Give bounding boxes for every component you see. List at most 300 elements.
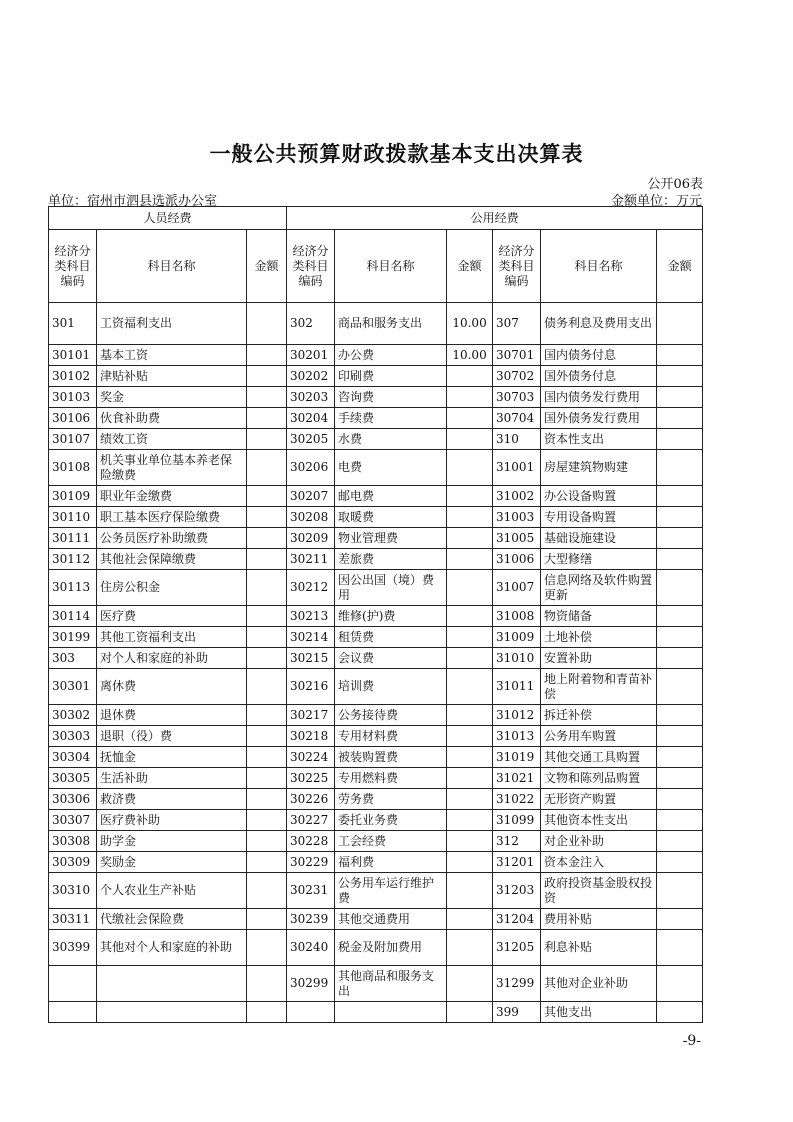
cell-code: 31011	[493, 669, 541, 705]
cell-amount	[247, 528, 287, 549]
cell-name: 职工基本医疗保险缴费	[97, 507, 247, 528]
table-row	[49, 627, 703, 648]
cell-code: 30106	[49, 408, 97, 429]
cell-code: 30199	[49, 627, 97, 648]
cell-name: 培训费	[335, 669, 447, 705]
cell-code: 30308	[49, 831, 97, 852]
cell-amount	[657, 789, 703, 810]
cell-name: 其他资本性支出	[541, 810, 657, 831]
cell-name: 土地补偿	[541, 627, 657, 648]
cell-amount	[247, 429, 287, 450]
cell-code: 399	[493, 1002, 541, 1023]
group-header-row	[49, 207, 703, 230]
table-row	[49, 747, 703, 768]
cell-name: 国内债务发行费用	[541, 387, 657, 408]
cell-code: 31205	[493, 930, 541, 966]
cell-amount	[657, 648, 703, 669]
cell-code: 31201	[493, 852, 541, 873]
cell-code: 30209	[287, 528, 335, 549]
cell-code: 310	[493, 429, 541, 450]
cell-name: 救济费	[97, 789, 247, 810]
column-header-name: 科目名称	[541, 230, 657, 303]
cell-amount	[447, 747, 493, 768]
table-row	[49, 648, 703, 669]
table-row	[49, 507, 703, 528]
cell-name: 其他工资福利支出	[97, 627, 247, 648]
cell-name: 医疗费	[97, 606, 247, 627]
cell-code: 303	[49, 648, 97, 669]
cell-amount	[247, 486, 287, 507]
cell-name: 基本工资	[97, 345, 247, 366]
cell-name: 退休费	[97, 705, 247, 726]
cell-name: 邮电费	[335, 486, 447, 507]
cell-code: 30216	[287, 669, 335, 705]
cell-name: 住房公积金	[97, 570, 247, 606]
cell-name: 商品和服务支出	[335, 303, 447, 345]
table-row	[49, 303, 703, 345]
cell-name: 取暖费	[335, 507, 447, 528]
cell-name: 因公出国（境）费用	[335, 570, 447, 606]
cell-amount	[657, 345, 703, 366]
cell-code: 30307	[49, 810, 97, 831]
cell-amount	[657, 768, 703, 789]
cell-code: 30107	[49, 429, 97, 450]
cell-amount	[447, 789, 493, 810]
table-row	[49, 528, 703, 549]
cell-name	[97, 966, 247, 1002]
cell-name: 安置补助	[541, 648, 657, 669]
cell-name: 政府投资基金股权投资	[541, 873, 657, 909]
cell-name: 其他商品和服务支出	[335, 966, 447, 1002]
cell-amount	[247, 831, 287, 852]
cell-name: 津贴补贴	[97, 366, 247, 387]
cell-name: 信息网络及软件购置更新	[541, 570, 657, 606]
cell-code: 31019	[493, 747, 541, 768]
cell-code: 30701	[493, 345, 541, 366]
cell-code: 30112	[49, 549, 97, 570]
cell-name: 地上附着物和青苗补偿	[541, 669, 657, 705]
cell-name: 被装购置费	[335, 747, 447, 768]
cell-name: 对个人和家庭的补助	[97, 648, 247, 669]
cell-amount	[447, 831, 493, 852]
cell-code: 30201	[287, 345, 335, 366]
cell-name: 印刷费	[335, 366, 447, 387]
table-row	[49, 345, 703, 366]
cell-amount	[247, 705, 287, 726]
cell-code: 30228	[287, 831, 335, 852]
cell-amount	[657, 408, 703, 429]
cell-amount	[657, 705, 703, 726]
cell-name: 公务用车运行维护费	[335, 873, 447, 909]
table-row	[49, 789, 703, 810]
cell-name: 专用燃料费	[335, 768, 447, 789]
cell-amount	[447, 366, 493, 387]
cell-amount	[657, 930, 703, 966]
cell-code: 30231	[287, 873, 335, 909]
cell-name: 离休费	[97, 669, 247, 705]
table-row	[49, 486, 703, 507]
cell-code: 30212	[287, 570, 335, 606]
cell-name: 其他支出	[541, 1002, 657, 1023]
cell-code: 31204	[493, 909, 541, 930]
cell-code: 31299	[493, 966, 541, 1002]
table-row	[49, 831, 703, 852]
group-header-public: 公用经费	[287, 207, 703, 230]
cell-amount	[657, 909, 703, 930]
cell-amount	[247, 387, 287, 408]
table-row	[49, 408, 703, 429]
cell-amount	[447, 606, 493, 627]
cell-code: 30111	[49, 528, 97, 549]
cell-name: 退职（役）费	[97, 726, 247, 747]
cell-name: 生活补助	[97, 768, 247, 789]
cell-name: 工资福利支出	[97, 303, 247, 345]
cell-amount	[447, 1002, 493, 1023]
cell-name: 其他交通工具购置	[541, 747, 657, 768]
cell-code: 30226	[287, 789, 335, 810]
cell-code: 30702	[493, 366, 541, 387]
cell-code: 30299	[287, 966, 335, 1002]
cell-name: 利息补贴	[541, 930, 657, 966]
table-row	[49, 930, 703, 966]
cell-code	[287, 1002, 335, 1023]
table-row	[49, 852, 703, 873]
cell-code: 30203	[287, 387, 335, 408]
cell-name: 伙食补助费	[97, 408, 247, 429]
cell-amount	[447, 873, 493, 909]
cell-name: 物资储备	[541, 606, 657, 627]
cell-name: 咨询费	[335, 387, 447, 408]
cell-name: 代缴社会保险费	[97, 909, 247, 930]
cell-code: 31007	[493, 570, 541, 606]
cell-name: 会议费	[335, 648, 447, 669]
cell-code: 30309	[49, 852, 97, 873]
cell-code: 31203	[493, 873, 541, 909]
cell-amount	[247, 606, 287, 627]
table-row	[49, 450, 703, 486]
cell-code: 30114	[49, 606, 97, 627]
cell-code: 31002	[493, 486, 541, 507]
column-header-code: 经济分类科目编码	[493, 230, 541, 303]
cell-name: 其他对企业补助	[541, 966, 657, 1002]
cell-amount	[247, 366, 287, 387]
cell-code: 31022	[493, 789, 541, 810]
cell-amount	[247, 810, 287, 831]
table-row	[49, 669, 703, 705]
cell-amount	[447, 768, 493, 789]
cell-name: 税金及附加费用	[335, 930, 447, 966]
cell-amount	[657, 549, 703, 570]
cell-code: 30204	[287, 408, 335, 429]
currency-unit-label: 金额单位：万元	[610, 194, 702, 209]
cell-name: 费用补贴	[541, 909, 657, 930]
cell-amount	[447, 930, 493, 966]
cell-code: 30217	[287, 705, 335, 726]
cell-name: 公务员医疗补助缴费	[97, 528, 247, 549]
cell-code: 30224	[287, 747, 335, 768]
column-header-name: 科目名称	[335, 230, 447, 303]
cell-name: 物业管理费	[335, 528, 447, 549]
cell-amount	[657, 726, 703, 747]
cell-code: 30311	[49, 909, 97, 930]
cell-name: 维修(护)费	[335, 606, 447, 627]
cell-code: 30211	[287, 549, 335, 570]
cell-code: 31009	[493, 627, 541, 648]
cell-code: 30310	[49, 873, 97, 909]
cell-amount	[657, 810, 703, 831]
cell-code: 30113	[49, 570, 97, 606]
cell-amount	[247, 873, 287, 909]
table-row	[49, 810, 703, 831]
cell-amount	[247, 852, 287, 873]
cell-amount	[657, 669, 703, 705]
cell-code: 30213	[287, 606, 335, 627]
budget-table	[48, 206, 703, 1023]
cell-amount	[247, 909, 287, 930]
cell-amount	[447, 648, 493, 669]
cell-amount	[447, 627, 493, 648]
cell-code: 30110	[49, 507, 97, 528]
cell-amount	[657, 852, 703, 873]
cell-amount	[447, 966, 493, 1002]
table-title: 一般公共预算财政拨款基本支出决算表	[209, 142, 584, 166]
cell-code: 31099	[493, 810, 541, 831]
cell-amount	[657, 429, 703, 450]
cell-amount	[657, 873, 703, 909]
cell-amount	[447, 810, 493, 831]
cell-amount	[247, 930, 287, 966]
cell-name: 差旅费	[335, 549, 447, 570]
cell-name: 资本性支出	[541, 429, 657, 450]
cell-code: 30703	[493, 387, 541, 408]
cell-code: 30240	[287, 930, 335, 966]
cell-code: 312	[493, 831, 541, 852]
cell-name: 专用材料费	[335, 726, 447, 747]
cell-name: 福利费	[335, 852, 447, 873]
cell-code: 30108	[49, 450, 97, 486]
cell-amount	[657, 627, 703, 648]
cell-name: 机关事业单位基本养老保险缴费	[97, 450, 247, 486]
column-header-amount: 金额	[657, 230, 703, 303]
table-row	[49, 705, 703, 726]
cell-code: 31003	[493, 507, 541, 528]
cell-name: 抚恤金	[97, 747, 247, 768]
cell-code: 30207	[287, 486, 335, 507]
cell-amount	[447, 450, 493, 486]
cell-amount	[657, 486, 703, 507]
cell-amount	[247, 789, 287, 810]
cell-name: 其他对个人和家庭的补助	[97, 930, 247, 966]
cell-code: 30306	[49, 789, 97, 810]
cell-code: 30704	[493, 408, 541, 429]
cell-amount	[247, 549, 287, 570]
cell-name: 基础设施建设	[541, 528, 657, 549]
table-row	[49, 429, 703, 450]
cell-amount	[657, 528, 703, 549]
column-header-row	[49, 230, 703, 303]
cell-code: 30305	[49, 768, 97, 789]
cell-amount	[447, 408, 493, 429]
column-header-amount: 金额	[447, 230, 493, 303]
cell-amount: 10.00	[447, 345, 493, 366]
page-number: -9-	[682, 1033, 701, 1049]
cell-code: 31021	[493, 768, 541, 789]
cell-amount	[447, 570, 493, 606]
table-row	[49, 606, 703, 627]
cell-amount: 10.00	[447, 303, 493, 345]
cell-code: 30399	[49, 930, 97, 966]
cell-amount	[447, 705, 493, 726]
cell-name: 委托业务费	[335, 810, 447, 831]
cell-amount	[657, 831, 703, 852]
cell-code: 31001	[493, 450, 541, 486]
cell-name: 劳务费	[335, 789, 447, 810]
cell-amount	[247, 648, 287, 669]
cell-name: 大型修缮	[541, 549, 657, 570]
cell-amount	[657, 303, 703, 345]
cell-code: 30304	[49, 747, 97, 768]
cell-amount	[247, 507, 287, 528]
cell-amount	[247, 966, 287, 1002]
column-header-code: 经济分类科目编码	[287, 230, 335, 303]
cell-name: 国内债务付息	[541, 345, 657, 366]
cell-amount	[447, 726, 493, 747]
cell-amount	[247, 726, 287, 747]
cell-code: 31005	[493, 528, 541, 549]
cell-amount	[247, 408, 287, 429]
cell-amount	[247, 345, 287, 366]
cell-name	[97, 1002, 247, 1023]
cell-code: 30239	[287, 909, 335, 930]
cell-name: 拆迁补偿	[541, 705, 657, 726]
cell-code: 30208	[287, 507, 335, 528]
cell-code: 307	[493, 303, 541, 345]
table-row	[49, 909, 703, 930]
cell-code: 301	[49, 303, 97, 345]
cell-amount	[447, 549, 493, 570]
unit-label: 单位：宿州市泗县选派办公室	[48, 194, 218, 209]
cell-amount	[657, 606, 703, 627]
cell-code: 31006	[493, 549, 541, 570]
cell-amount	[657, 450, 703, 486]
cell-amount	[247, 768, 287, 789]
cell-code: 30214	[287, 627, 335, 648]
table-row	[49, 549, 703, 570]
column-header-code: 经济分类科目编码	[49, 230, 97, 303]
cell-code: 31010	[493, 648, 541, 669]
cell-name: 专用设备购置	[541, 507, 657, 528]
cell-name: 房屋建筑物购建	[541, 450, 657, 486]
cell-amount	[657, 570, 703, 606]
cell-code: 31008	[493, 606, 541, 627]
cell-amount	[657, 966, 703, 1002]
cell-amount	[447, 528, 493, 549]
cell-name: 租赁费	[335, 627, 447, 648]
cell-code: 30303	[49, 726, 97, 747]
column-header-amount: 金额	[247, 230, 287, 303]
cell-amount	[247, 669, 287, 705]
cell-name: 办公设备购置	[541, 486, 657, 507]
table-row	[49, 387, 703, 408]
cell-name: 助学金	[97, 831, 247, 852]
cell-name: 绩效工资	[97, 429, 247, 450]
cell-amount	[447, 387, 493, 408]
cell-code: 30302	[49, 705, 97, 726]
cell-name: 办公费	[335, 345, 447, 366]
cell-amount	[447, 852, 493, 873]
cell-name: 工会经费	[335, 831, 447, 852]
cell-code: 31013	[493, 726, 541, 747]
cell-code: 30229	[287, 852, 335, 873]
cell-name: 债务利息及费用支出	[541, 303, 657, 345]
cell-amount	[247, 450, 287, 486]
cell-code: 30103	[49, 387, 97, 408]
table-row	[49, 873, 703, 909]
column-header-name: 科目名称	[97, 230, 247, 303]
cell-amount	[447, 669, 493, 705]
cell-amount	[447, 507, 493, 528]
cell-name: 公务用车购置	[541, 726, 657, 747]
cell-code: 30109	[49, 486, 97, 507]
cell-code: 30202	[287, 366, 335, 387]
cell-name: 其他交通费用	[335, 909, 447, 930]
cell-code: 30227	[287, 810, 335, 831]
cell-name: 个人农业生产补贴	[97, 873, 247, 909]
cell-name: 职业年金缴费	[97, 486, 247, 507]
cell-amount	[247, 303, 287, 345]
cell-code: 31012	[493, 705, 541, 726]
cell-amount	[657, 1002, 703, 1023]
cell-code: 30101	[49, 345, 97, 366]
cell-code: 30206	[287, 450, 335, 486]
cell-name: 医疗费补助	[97, 810, 247, 831]
cell-amount	[247, 1002, 287, 1023]
table-row	[49, 1002, 703, 1023]
cell-name: 公务接待费	[335, 705, 447, 726]
cell-amount	[657, 366, 703, 387]
table-row	[49, 726, 703, 747]
cell-code	[49, 1002, 97, 1023]
cell-name: 奖金	[97, 387, 247, 408]
cell-name: 文物和陈列品购置	[541, 768, 657, 789]
cell-amount	[247, 570, 287, 606]
cell-amount	[447, 909, 493, 930]
cell-code	[49, 966, 97, 1002]
cell-name: 电费	[335, 450, 447, 486]
cell-code: 30218	[287, 726, 335, 747]
cell-name: 无形资产购置	[541, 789, 657, 810]
table-row	[49, 366, 703, 387]
cell-name: 其他社会保障缴费	[97, 549, 247, 570]
table-row	[49, 768, 703, 789]
cell-name: 奖励金	[97, 852, 247, 873]
cell-name: 国外债务付息	[541, 366, 657, 387]
cell-name: 水费	[335, 429, 447, 450]
cell-name: 资本金注入	[541, 852, 657, 873]
cell-code: 30301	[49, 669, 97, 705]
cell-code: 30215	[287, 648, 335, 669]
cell-code: 302	[287, 303, 335, 345]
form-number: 公开06表	[647, 177, 703, 192]
cell-amount	[657, 387, 703, 408]
table-row	[49, 966, 703, 1002]
cell-name: 国外债务发行费用	[541, 408, 657, 429]
cell-amount	[247, 747, 287, 768]
cell-name: 手续费	[335, 408, 447, 429]
cell-code: 30205	[287, 429, 335, 450]
table-row	[49, 570, 703, 606]
cell-amount	[447, 429, 493, 450]
